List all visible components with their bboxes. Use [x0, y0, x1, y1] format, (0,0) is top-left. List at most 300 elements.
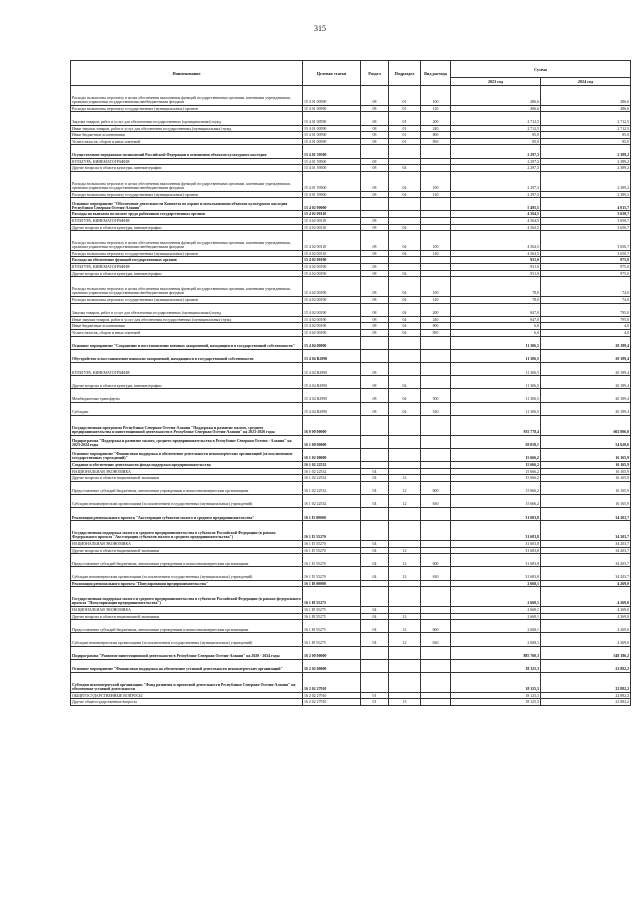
cell-section — [361, 672, 389, 692]
cell-year1: 2 297,3 — [451, 158, 541, 165]
cell-code: 16 1 I5 55270 — [303, 541, 361, 548]
cell-year2: 4,0 — [541, 323, 631, 330]
cell-section — [361, 587, 389, 607]
cell-section: 08 — [361, 264, 389, 271]
cell-exp-type — [421, 270, 451, 277]
cell-year1: 4 564,5 — [451, 224, 541, 231]
cell-year1: 15 666,2 — [451, 481, 541, 494]
cell-subsection — [389, 607, 421, 614]
cell-year2: 16 165,9 — [541, 468, 631, 475]
cell-year1: 2 297,3 — [451, 191, 541, 198]
cell-year1: 15 666,2 — [451, 494, 541, 507]
cell-section: 08 — [361, 376, 389, 389]
cell-subsection — [389, 435, 421, 448]
cell-year1: 31 683,8 — [451, 521, 541, 541]
cell-subsection — [389, 646, 421, 659]
table-header — [71, 61, 631, 86]
cell-year2: 795,0 — [541, 303, 631, 316]
cell-code: 16 0 00 00000 — [303, 415, 361, 435]
cell-exp-type: 120 — [421, 250, 451, 257]
cell-subsection: 12 — [389, 613, 421, 620]
cell-year2: 2 389,2 — [541, 171, 631, 191]
cell-name: Иные закупки товаров, работ и услуг для обеспечения государственных (муниципальных) нужд — [71, 125, 303, 132]
cell-name: Расходы на выплаты персоналу государственных (муниципальных) органов — [71, 297, 303, 304]
cell-name: Субсидии некоммерческим организациям (за исключением государственных (муниципальных) учреждений) — [71, 633, 303, 646]
cell-code: 16 1 I8 55275 — [303, 607, 361, 614]
table-row — [71, 508, 631, 521]
cell-exp-type: 100 — [421, 171, 451, 191]
cell-exp-type: 240 — [421, 125, 451, 132]
cell-section: 04 — [361, 620, 389, 633]
cell-exp-type: 200 — [421, 303, 451, 316]
cell-year1: 2 712,5 — [451, 112, 541, 125]
header-sum: Сумма — [451, 61, 631, 78]
cell-code: 16 1 02 00000 — [303, 448, 361, 461]
cell-section: 08 — [361, 132, 389, 139]
table-row — [71, 138, 631, 145]
cell-name: Предоставление субсидий бюджетным, автономным учреждениям и иным некоммерческим организациям — [71, 481, 303, 494]
cell-exp-type — [421, 613, 451, 620]
cell-subsection — [389, 217, 421, 224]
cell-year1: 2 712,5 — [451, 125, 541, 132]
cell-name: Иные закупки товаров, работ и услуг для обеспечения государственных (муниципальных) нужд — [71, 316, 303, 323]
cell-year1: 2 297,3 — [451, 145, 541, 158]
cell-exp-type — [421, 376, 451, 389]
cell-section: 08 — [361, 105, 389, 112]
cell-section: 04 — [361, 547, 389, 554]
cell-code: 15 4 04 R2990 — [303, 376, 361, 389]
cell-code: 15 4 04 R2990 — [303, 389, 361, 402]
table-row — [71, 435, 631, 448]
cell-code: 15 4 02 00190 — [303, 330, 361, 337]
cell-section: 08 — [361, 277, 389, 297]
cell-name: Иные бюджетные ассигнования — [71, 132, 303, 139]
table-row — [71, 165, 631, 172]
table-row — [71, 231, 631, 251]
cell-section: 04 — [361, 475, 389, 482]
cell-name: Реализация регионального проекта "Акселерация субъектов малого и среднего предпринимательства" — [71, 508, 303, 521]
cell-code: 15 4 02 00190 — [303, 277, 361, 297]
cell-name: Государственная программа Республики Северная Осетия-Алания "Поддержка и развитие малого, среднего предпринимательства и инвестиционной деятельности в Республике Северная Осетия-Алания" на 2023-2026 годы — [71, 415, 303, 435]
table-row — [71, 125, 631, 132]
cell-year1: 11 306,5 — [451, 349, 541, 362]
cell-subsection — [389, 672, 421, 692]
cell-year2: 975,0 — [541, 257, 631, 264]
cell-year2: 4 269,0 — [541, 607, 631, 614]
cell-name: Субсидия некоммерческой организации "Фонд развития и проектной деятельности Республики Северная Осетия-Алания" на обеспечение уставной деятельности — [71, 672, 303, 692]
cell-exp-type — [421, 521, 451, 541]
cell-code: 15 4 02 00110 — [303, 211, 361, 218]
table-row — [71, 541, 631, 548]
cell-year1: 5 495,5 — [451, 198, 541, 211]
cell-exp-type: 630 — [421, 567, 451, 580]
cell-subsection: 04 — [389, 303, 421, 316]
cell-code: 16 1 00 00000 — [303, 435, 361, 448]
page-number: 315 — [314, 24, 326, 33]
cell-code: 15 4 01 59500 — [303, 158, 361, 165]
cell-exp-type — [421, 363, 451, 376]
cell-exp-type: 800 — [421, 132, 451, 139]
cell-section — [361, 198, 389, 211]
cell-subsection: 04 — [389, 389, 421, 402]
cell-code: 16 1 I5 55270 — [303, 567, 361, 580]
cell-subsection: 04 — [389, 297, 421, 304]
cell-year1: 486,6 — [451, 86, 541, 106]
cell-code: 15 4 01 59500 — [303, 191, 361, 198]
cell-year2: 22 882,2 — [541, 659, 631, 672]
cell-subsection — [389, 580, 421, 587]
cell-subsection — [389, 211, 421, 218]
cell-name: Другие вопросы в области культуры, кинематографии — [71, 165, 303, 172]
cell-section: 08 — [361, 224, 389, 231]
cell-year1: 2 668,1 — [451, 587, 541, 607]
table-row — [71, 475, 631, 482]
cell-code: 16 1 I8 55275 — [303, 613, 361, 620]
cell-section: 08 — [361, 125, 389, 132]
cell-code: 15 4 01 59500 — [303, 171, 361, 191]
cell-section — [361, 257, 389, 264]
table-body — [71, 86, 631, 706]
cell-year2: 34 203,7 — [541, 567, 631, 580]
cell-exp-type — [421, 699, 451, 706]
cell-subsection: 12 — [389, 554, 421, 567]
cell-exp-type — [421, 224, 451, 231]
cell-exp-type — [421, 659, 451, 672]
table-row — [71, 607, 631, 614]
cell-section: 08 — [361, 158, 389, 165]
cell-name: Межбюджетные трансферты — [71, 389, 303, 402]
cell-year2: 795,0 — [541, 316, 631, 323]
cell-exp-type — [421, 692, 451, 699]
table-row — [71, 112, 631, 125]
cell-exp-type — [421, 468, 451, 475]
cell-year2: 4 269,0 — [541, 613, 631, 620]
cell-section — [361, 580, 389, 587]
cell-name: Иные бюджетные ассигнования — [71, 323, 303, 330]
cell-name: Расходы на выплаты персоналу государственных (муниципальных) органов — [71, 191, 303, 198]
cell-year1: 31 683,8 — [451, 554, 541, 567]
cell-subsection: 04 — [389, 191, 421, 198]
cell-year2: 3 650,7 — [541, 217, 631, 224]
cell-name: Другие вопросы в области культуры, кинематографии — [71, 270, 303, 277]
cell-exp-type — [421, 580, 451, 587]
cell-section: 04 — [361, 613, 389, 620]
cell-year1: 2 297,3 — [451, 165, 541, 172]
cell-subsection — [389, 349, 421, 362]
cell-section: 04 — [361, 494, 389, 507]
cell-code: 16 2 02 27910 — [303, 692, 361, 699]
cell-name: Другие вопросы в области национальной экономики — [71, 475, 303, 482]
cell-code: 16 1 I8 55275 — [303, 633, 361, 646]
table-row — [71, 171, 631, 191]
cell-section: 04 — [361, 541, 389, 548]
cell-year1: 4 564,5 — [451, 211, 541, 218]
cell-exp-type: 850 — [421, 138, 451, 145]
table-row — [71, 415, 631, 435]
cell-section — [361, 448, 389, 461]
table-row — [71, 349, 631, 362]
cell-year1: 2 297,3 — [451, 171, 541, 191]
cell-year1: 486,6 — [451, 105, 541, 112]
cell-year2: 20 189,4 — [541, 363, 631, 376]
cell-code: 15 4 02 00110 — [303, 224, 361, 231]
cell-name: Государственная поддержка малого и среднего предпринимательства в субъектах Российской Федерации (в рамках Федерального проекта "Акселерация субъектов малого и среднего предпринимательства") — [71, 521, 303, 541]
cell-code: 16 2 00 00000 — [303, 646, 361, 659]
cell-subsection — [389, 587, 421, 607]
table-row — [71, 587, 631, 607]
cell-code: 15 4 01 00590 — [303, 132, 361, 139]
cell-exp-type — [421, 336, 451, 349]
table-row — [71, 105, 631, 112]
cell-exp-type — [421, 145, 451, 158]
cell-code: 16 1 02 22532 — [303, 475, 361, 482]
cell-year1: 11 306,5 — [451, 389, 541, 402]
cell-code: 15 4 02 00190 — [303, 257, 361, 264]
cell-year1: 2 668,1 — [451, 620, 541, 633]
cell-exp-type — [421, 198, 451, 211]
table-row — [71, 303, 631, 316]
cell-code: 16 1 I5 55270 — [303, 554, 361, 567]
cell-exp-type: 240 — [421, 316, 451, 323]
cell-year1: 31 683,8 — [451, 567, 541, 580]
cell-year1: 18 125,3 — [451, 659, 541, 672]
cell-year1: 15 666,2 — [451, 461, 541, 468]
cell-section — [361, 435, 389, 448]
cell-name: Другие общегосударственные вопросы — [71, 699, 303, 706]
cell-subsection: 04 — [389, 250, 421, 257]
cell-year2: 975,0 — [541, 264, 631, 271]
cell-code: 15 4 01 00590 — [303, 105, 361, 112]
cell-code: 15 4 02 00110 — [303, 231, 361, 251]
table-row — [71, 494, 631, 507]
cell-year2: 3 650,7 — [541, 250, 631, 257]
cell-name: Закупка товаров, работ и услуг для обеспечения государственных (муниципальных) нужд — [71, 303, 303, 316]
cell-code: 15 4 02 00190 — [303, 297, 361, 304]
cell-subsection — [389, 541, 421, 548]
cell-year1: 6,0 — [451, 323, 541, 330]
cell-code: 15 4 01 00590 — [303, 138, 361, 145]
cell-year1: 931,0 — [451, 270, 541, 277]
table-row — [71, 211, 631, 218]
cell-section — [361, 521, 389, 541]
header-name: Наименование — [71, 61, 303, 86]
cell-subsection — [389, 508, 421, 521]
cell-exp-type — [421, 435, 451, 448]
cell-name: Основное мероприятие "Обеспечение деятельности Комитета по охране и использованию объектов культурного наследия Республики Северная Осетия-Алания" — [71, 198, 303, 211]
cell-exp-type: 500 — [421, 389, 451, 402]
cell-section: 08 — [361, 231, 389, 251]
cell-section: 08 — [361, 138, 389, 145]
table-row — [71, 402, 631, 415]
cell-subsection — [389, 692, 421, 699]
cell-section: 01 — [361, 699, 389, 706]
table-row — [71, 692, 631, 699]
cell-section: 08 — [361, 389, 389, 402]
cell-year2: 85,0 — [541, 138, 631, 145]
cell-name: Расходы на выплаты персоналу в целях обеспечения выполнения функций государственными органами, казенными учреждениями, органами управления государственными внебюджетными фондами — [71, 86, 303, 106]
cell-year1: 4 564,5 — [451, 231, 541, 251]
table-row — [71, 468, 631, 475]
cell-year2: 22 882,2 — [541, 672, 631, 692]
cell-year2: 4 269,0 — [541, 620, 631, 633]
cell-year2: 74,0 — [541, 277, 631, 297]
cell-year2: 20 189,4 — [541, 349, 631, 362]
table-row — [71, 323, 631, 330]
table-row — [71, 132, 631, 139]
cell-exp-type: 520 — [421, 402, 451, 415]
cell-code: 15 4 04 R2990 — [303, 402, 361, 415]
cell-exp-type: 120 — [421, 105, 451, 112]
cell-year1: 15 666,2 — [451, 448, 541, 461]
cell-code: 16 1 I5 00000 — [303, 508, 361, 521]
cell-year2: 2 712,5 — [541, 125, 631, 132]
cell-subsection — [389, 363, 421, 376]
cell-subsection — [389, 659, 421, 672]
cell-code: 16 1 I5 55270 — [303, 547, 361, 554]
cell-section: 08 — [361, 270, 389, 277]
cell-name: Другие вопросы в области культуры, кинематографии — [71, 224, 303, 231]
cell-exp-type: 120 — [421, 191, 451, 198]
cell-section: 04 — [361, 554, 389, 567]
cell-code: 16 1 02 22532 — [303, 494, 361, 507]
table-row — [71, 461, 631, 468]
cell-exp-type — [421, 646, 451, 659]
cell-section: 04 — [361, 633, 389, 646]
cell-code: 15 4 01 59500 — [303, 145, 361, 158]
cell-year1: 885 760,3 — [451, 646, 541, 659]
cell-subsection: 04 — [389, 277, 421, 297]
cell-year1: 2 668,1 — [451, 580, 541, 587]
cell-year2: 975,0 — [541, 270, 631, 277]
cell-year2: 54 620,6 — [541, 435, 631, 448]
cell-year2: 3 650,7 — [541, 211, 631, 218]
cell-year2: 3 650,7 — [541, 231, 631, 251]
cell-year1: 11 306,5 — [451, 336, 541, 349]
cell-name: Расходы на выплаты персоналу в целях обеспечения выполнения функций государственными органами, казенными учреждениями, органами управления государственными внебюджетными фондами — [71, 277, 303, 297]
cell-code: 16 1 I5 55270 — [303, 521, 361, 541]
cell-subsection: 04 — [389, 270, 421, 277]
cell-year2: 2 389,2 — [541, 158, 631, 165]
cell-section — [361, 415, 389, 435]
cell-section — [361, 659, 389, 672]
cell-section: 08 — [361, 323, 389, 330]
cell-subsection: 12 — [389, 475, 421, 482]
table-row — [71, 217, 631, 224]
cell-year1: 15 666,2 — [451, 468, 541, 475]
cell-code: 16 2 02 27910 — [303, 672, 361, 692]
cell-subsection: 04 — [389, 323, 421, 330]
cell-name: Субсидии — [71, 402, 303, 415]
cell-code: 15 4 01 59500 — [303, 165, 361, 172]
cell-exp-type: 800 — [421, 323, 451, 330]
cell-year2: 16 165,9 — [541, 481, 631, 494]
cell-subsection: 01 — [389, 86, 421, 106]
table-row — [71, 389, 631, 402]
cell-code: 15 4 02 00190 — [303, 316, 361, 323]
cell-section — [361, 211, 389, 218]
cell-subsection — [389, 521, 421, 541]
cell-subsection — [389, 415, 421, 435]
cell-name: КУЛЬТУРА, КИНЕМАТОГРАФИЯ — [71, 217, 303, 224]
cell-name: Подпрограмма "Развитие инвестиционной деятельности в Республике Северная Осетия-Алания" на 2020 - 2024 годы — [71, 646, 303, 659]
cell-name: Обустройство и восстановление воинских захоронений, находящихся в государственной собственности — [71, 349, 303, 362]
header-section: Раздел — [361, 61, 389, 86]
cell-subsection: 12 — [389, 494, 421, 507]
cell-name: КУЛЬТУРА, КИНЕМАТОГРАФИЯ — [71, 158, 303, 165]
cell-code: 15 4 02 00000 — [303, 198, 361, 211]
cell-exp-type: 100 — [421, 231, 451, 251]
table-row — [71, 481, 631, 494]
table-row — [71, 554, 631, 567]
cell-year2: 74,0 — [541, 297, 631, 304]
cell-section: 08 — [361, 316, 389, 323]
table-row — [71, 363, 631, 376]
cell-year1: 2 668,1 — [451, 607, 541, 614]
cell-exp-type — [421, 508, 451, 521]
table-row — [71, 448, 631, 461]
cell-year2: 486,6 — [541, 86, 631, 106]
table-row — [71, 646, 631, 659]
cell-year1: 847,0 — [451, 316, 541, 323]
cell-exp-type — [421, 448, 451, 461]
cell-year1: 4 564,5 — [451, 217, 541, 224]
cell-year1: 31 683,8 — [451, 541, 541, 548]
cell-code: 16 1 I8 55275 — [303, 620, 361, 633]
cell-subsection — [389, 336, 421, 349]
cell-section — [361, 508, 389, 521]
cell-subsection: 04 — [389, 171, 421, 191]
cell-name: Уплата налогов, сборов и иных платежей — [71, 138, 303, 145]
cell-year2: 20 189,4 — [541, 402, 631, 415]
table-row — [71, 633, 631, 646]
cell-year2: 4 269,0 — [541, 587, 631, 607]
cell-year2: 22 882,2 — [541, 692, 631, 699]
cell-exp-type — [421, 257, 451, 264]
cell-year1: 931,0 — [451, 264, 541, 271]
cell-section: 08 — [361, 191, 389, 198]
cell-subsection — [389, 264, 421, 271]
cell-section: 08 — [361, 330, 389, 337]
cell-code: 15 4 02 00110 — [303, 217, 361, 224]
cell-code: 15 4 02 00190 — [303, 264, 361, 271]
cell-name: Расходы на выплаты персоналу государственных (муниципальных) органов — [71, 250, 303, 257]
cell-name: КУЛЬТУРА, КИНЕМАТОГРАФИЯ — [71, 363, 303, 376]
cell-year2: 2 389,2 — [541, 191, 631, 198]
cell-year1: 78,0 — [451, 277, 541, 297]
cell-subsection — [389, 461, 421, 468]
cell-exp-type — [421, 264, 451, 271]
table-row — [71, 158, 631, 165]
cell-year2: 2 389,2 — [541, 165, 631, 172]
cell-exp-type — [421, 415, 451, 435]
cell-subsection: 04 — [389, 165, 421, 172]
cell-code: 15 4 02 00110 — [303, 250, 361, 257]
cell-section — [361, 349, 389, 362]
cell-year2: 4 815,7 — [541, 198, 631, 211]
cell-subsection: 13 — [389, 699, 421, 706]
cell-exp-type: 600 — [421, 481, 451, 494]
cell-year1: 18 125,3 — [451, 672, 541, 692]
cell-section: 01 — [361, 692, 389, 699]
cell-year2: 2 389,2 — [541, 145, 631, 158]
cell-year1: 78,0 — [451, 297, 541, 304]
table-row — [71, 145, 631, 158]
cell-name: Субсидии некоммерческим организациям (за исключением государственных (муниципальных) учреждений) — [71, 494, 303, 507]
cell-name: Основное мероприятие "Сохранение и восстановление военных захоронений, находящихся в государственной собственности" — [71, 336, 303, 349]
table-row — [71, 297, 631, 304]
cell-subsection: 01 — [389, 132, 421, 139]
cell-year1: 935 778,4 — [451, 415, 541, 435]
